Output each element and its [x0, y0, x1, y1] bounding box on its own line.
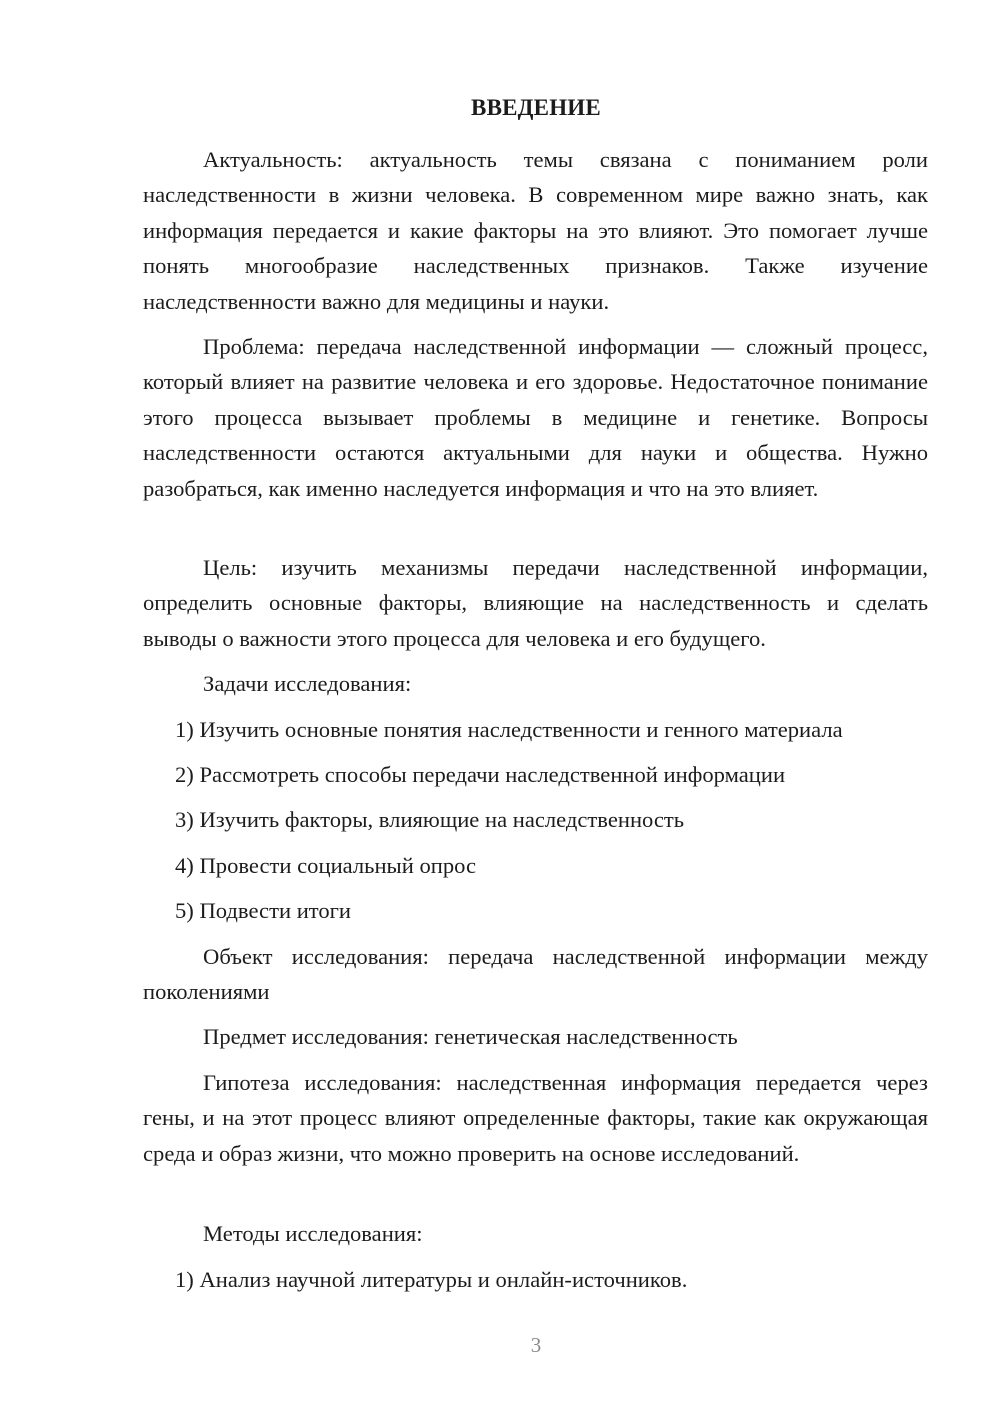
- relevance-paragraph: Актуальность: актуальность темы связана с пониманием роли наследственности в жизни человека. В современном мире важно знать, как информация передается и какие факторы на это влияют. Это помогает лучше понять многообразие наследственных признаков. Также изучение наследственности важно для медицины и науки.: [143, 147, 928, 314]
- object-paragraph: Объект исследования: передача наследственной информации между поколениями: [143, 944, 928, 1005]
- subject-paragraph: Предмет исследования: генетическая наследственность: [203, 1024, 738, 1049]
- goal-paragraph: Цель: изучить механизмы передачи наследственной информации, определить основные факторы, влияющие на наследственность и сделать выводы о важности этого процесса для человека и его будущего.: [143, 555, 928, 651]
- page-number: 3: [530, 1333, 542, 1357]
- problem-paragraph: Проблема: передача наследственной информации — сложный процесс, который влияет на развитие человека и его здоровье. Недостаточное понимание этого процесса вызывает проблемы в медицине и генетике. Вопросы наследственности остаются актуальными для науки и общества. Нужно разобраться, как именно наследуется информация и что на это влияет.: [143, 334, 928, 501]
- task-item: 1) Изучить основные понятия наследственности и генного материала: [175, 717, 843, 742]
- tasks-title: Задачи исследования:: [203, 671, 412, 696]
- task-item: 2) Рассмотреть способы передачи наследственной информации: [175, 762, 786, 787]
- hypothesis-paragraph: Гипотеза исследования: наследственная информация передается через гены, и на этот процесс влияют определенные факторы, такие как окружающая среда и образ жизни, что можно проверить на основе исследований.: [143, 1070, 928, 1166]
- method-item: 1) Анализ научной литературы и онлайн-источников.: [175, 1267, 688, 1292]
- task-item: 5) Подвести итоги: [175, 898, 352, 923]
- task-item: 3) Изучить факторы, влияющие на наследственность: [175, 807, 685, 832]
- page-title: ВВЕДЕНИЕ: [471, 95, 601, 120]
- methods-title: Методы исследования:: [203, 1221, 423, 1246]
- task-item: 4) Провести социальный опрос: [175, 853, 477, 878]
